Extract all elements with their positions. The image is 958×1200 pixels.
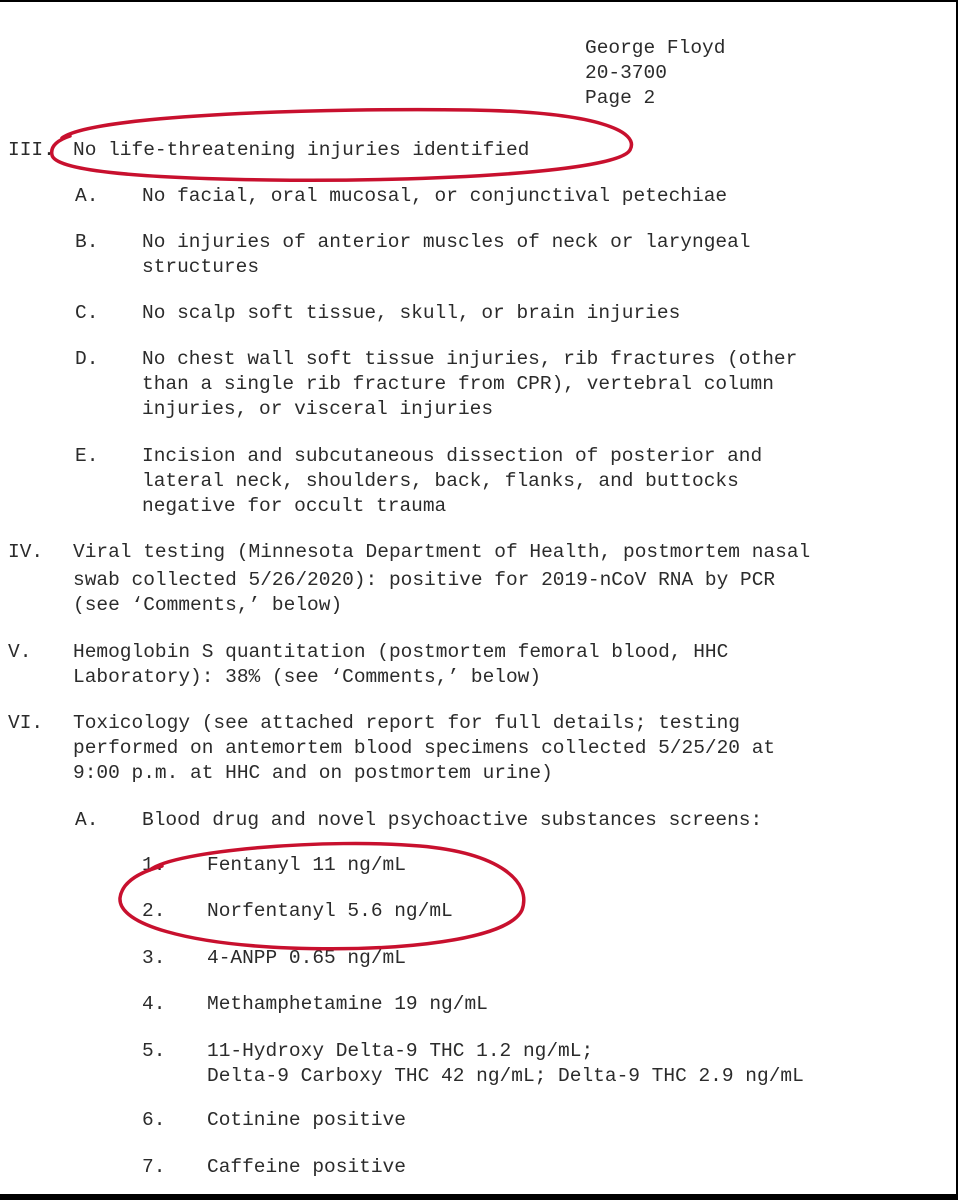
drug-item-methamphetamine: Methamphetamine 19 ng/mL [207,993,488,1015]
item-text-iii-d: than a single rib fracture from CPR), vertebral column [142,373,774,395]
drug-item-cotinine: Cotinine positive [207,1109,406,1131]
item-text-iii-d: injuries, or visceral injuries [142,398,494,420]
drug-item-caffeine: Caffeine positive [207,1156,406,1178]
item-label-iii-d: D. [75,348,99,370]
item-label-iii-e: E. [75,445,99,467]
top-border [0,0,958,2]
drug-item-4-anpp: 4-ANPP 0.65 ng/mL [207,947,406,969]
section-v-text: Hemoglobin S quantitation (postmortem femoral blood, HHC [73,641,729,663]
drug-item-thc: 11-Hydroxy Delta-9 THC 1.2 ng/mL; [207,1040,594,1062]
item-label-vi-a: A. [75,809,99,831]
item-text-iii-e: negative for occult trauma [142,495,447,517]
item-label-iii-b: B. [75,231,99,253]
item-text-iii-e: Incision and subcutaneous dissection of posterior and [142,445,763,467]
item-text-iii-a: No facial, oral mucosal, or conjunctival petechiae [142,185,728,207]
section-iv-text: Viral testing (Minnesota Department of Health, postmortem nasal [73,541,811,563]
section-numeral-iii: III. [8,139,55,161]
section-numeral-iv: IV. [8,541,44,563]
drug-item-number: 1. [142,854,166,876]
drug-item-number: 7. [142,1156,166,1178]
drug-item-fentanyl: Fentanyl 11 ng/mL [207,854,406,876]
item-text-iii-b: structures [142,256,260,278]
item-label-iii-a: A. [75,185,99,207]
section-v-text: Laboratory): 38% (see ‘Comments,’ below) [73,666,542,688]
section-vi-text: performed on antemortem blood specimens collected 5/25/20 at [73,737,776,759]
drug-item-thc: Delta-9 Carboxy THC 42 ng/mL; Delta-9 THC 2.9 ng/mL [207,1065,804,1087]
drug-item-number: 4. [142,993,166,1015]
page-number: Page 2 [585,87,656,109]
bottom-border [0,1194,958,1200]
drug-item-number: 2. [142,900,166,922]
drug-item-norfentanyl: Norfentanyl 5.6 ng/mL [207,900,453,922]
section-numeral-vi: VI. [8,712,44,734]
drug-item-number: 5. [142,1040,166,1062]
drug-item-number: 3. [142,947,166,969]
section-iii-heading: No life-threatening injuries identified [73,139,530,161]
item-label-iii-c: C. [75,302,99,324]
section-iv-text: swab collected 5/26/2020): positive for 2019-nCoV RNA by PCR [73,569,776,591]
section-vi-text: 9:00 p.m. at HHC and on postmortem urine) [73,762,553,784]
item-text-iii-b: No injuries of anterior muscles of neck or laryngeal [142,231,751,253]
item-text-iii-c: No scalp soft tissue, skull, or brain injuries [142,302,681,324]
section-numeral-v: V. [8,641,32,663]
drug-item-number: 6. [142,1109,166,1131]
section-vi-text: Toxicology (see attached report for full details; testing [73,712,741,734]
item-text-iii-e: lateral neck, shoulders, back, flanks, and buttocks [142,470,739,492]
section-iv-text: (see ‘Comments,’ below) [73,594,343,616]
case-number: 20-3700 [585,62,667,84]
patient-name: George Floyd [585,37,726,59]
section-vi-a-heading: Blood drug and novel psychoactive substances screens: [142,809,763,831]
item-text-iii-d: No chest wall soft tissue injuries, rib fractures (other [142,348,798,370]
